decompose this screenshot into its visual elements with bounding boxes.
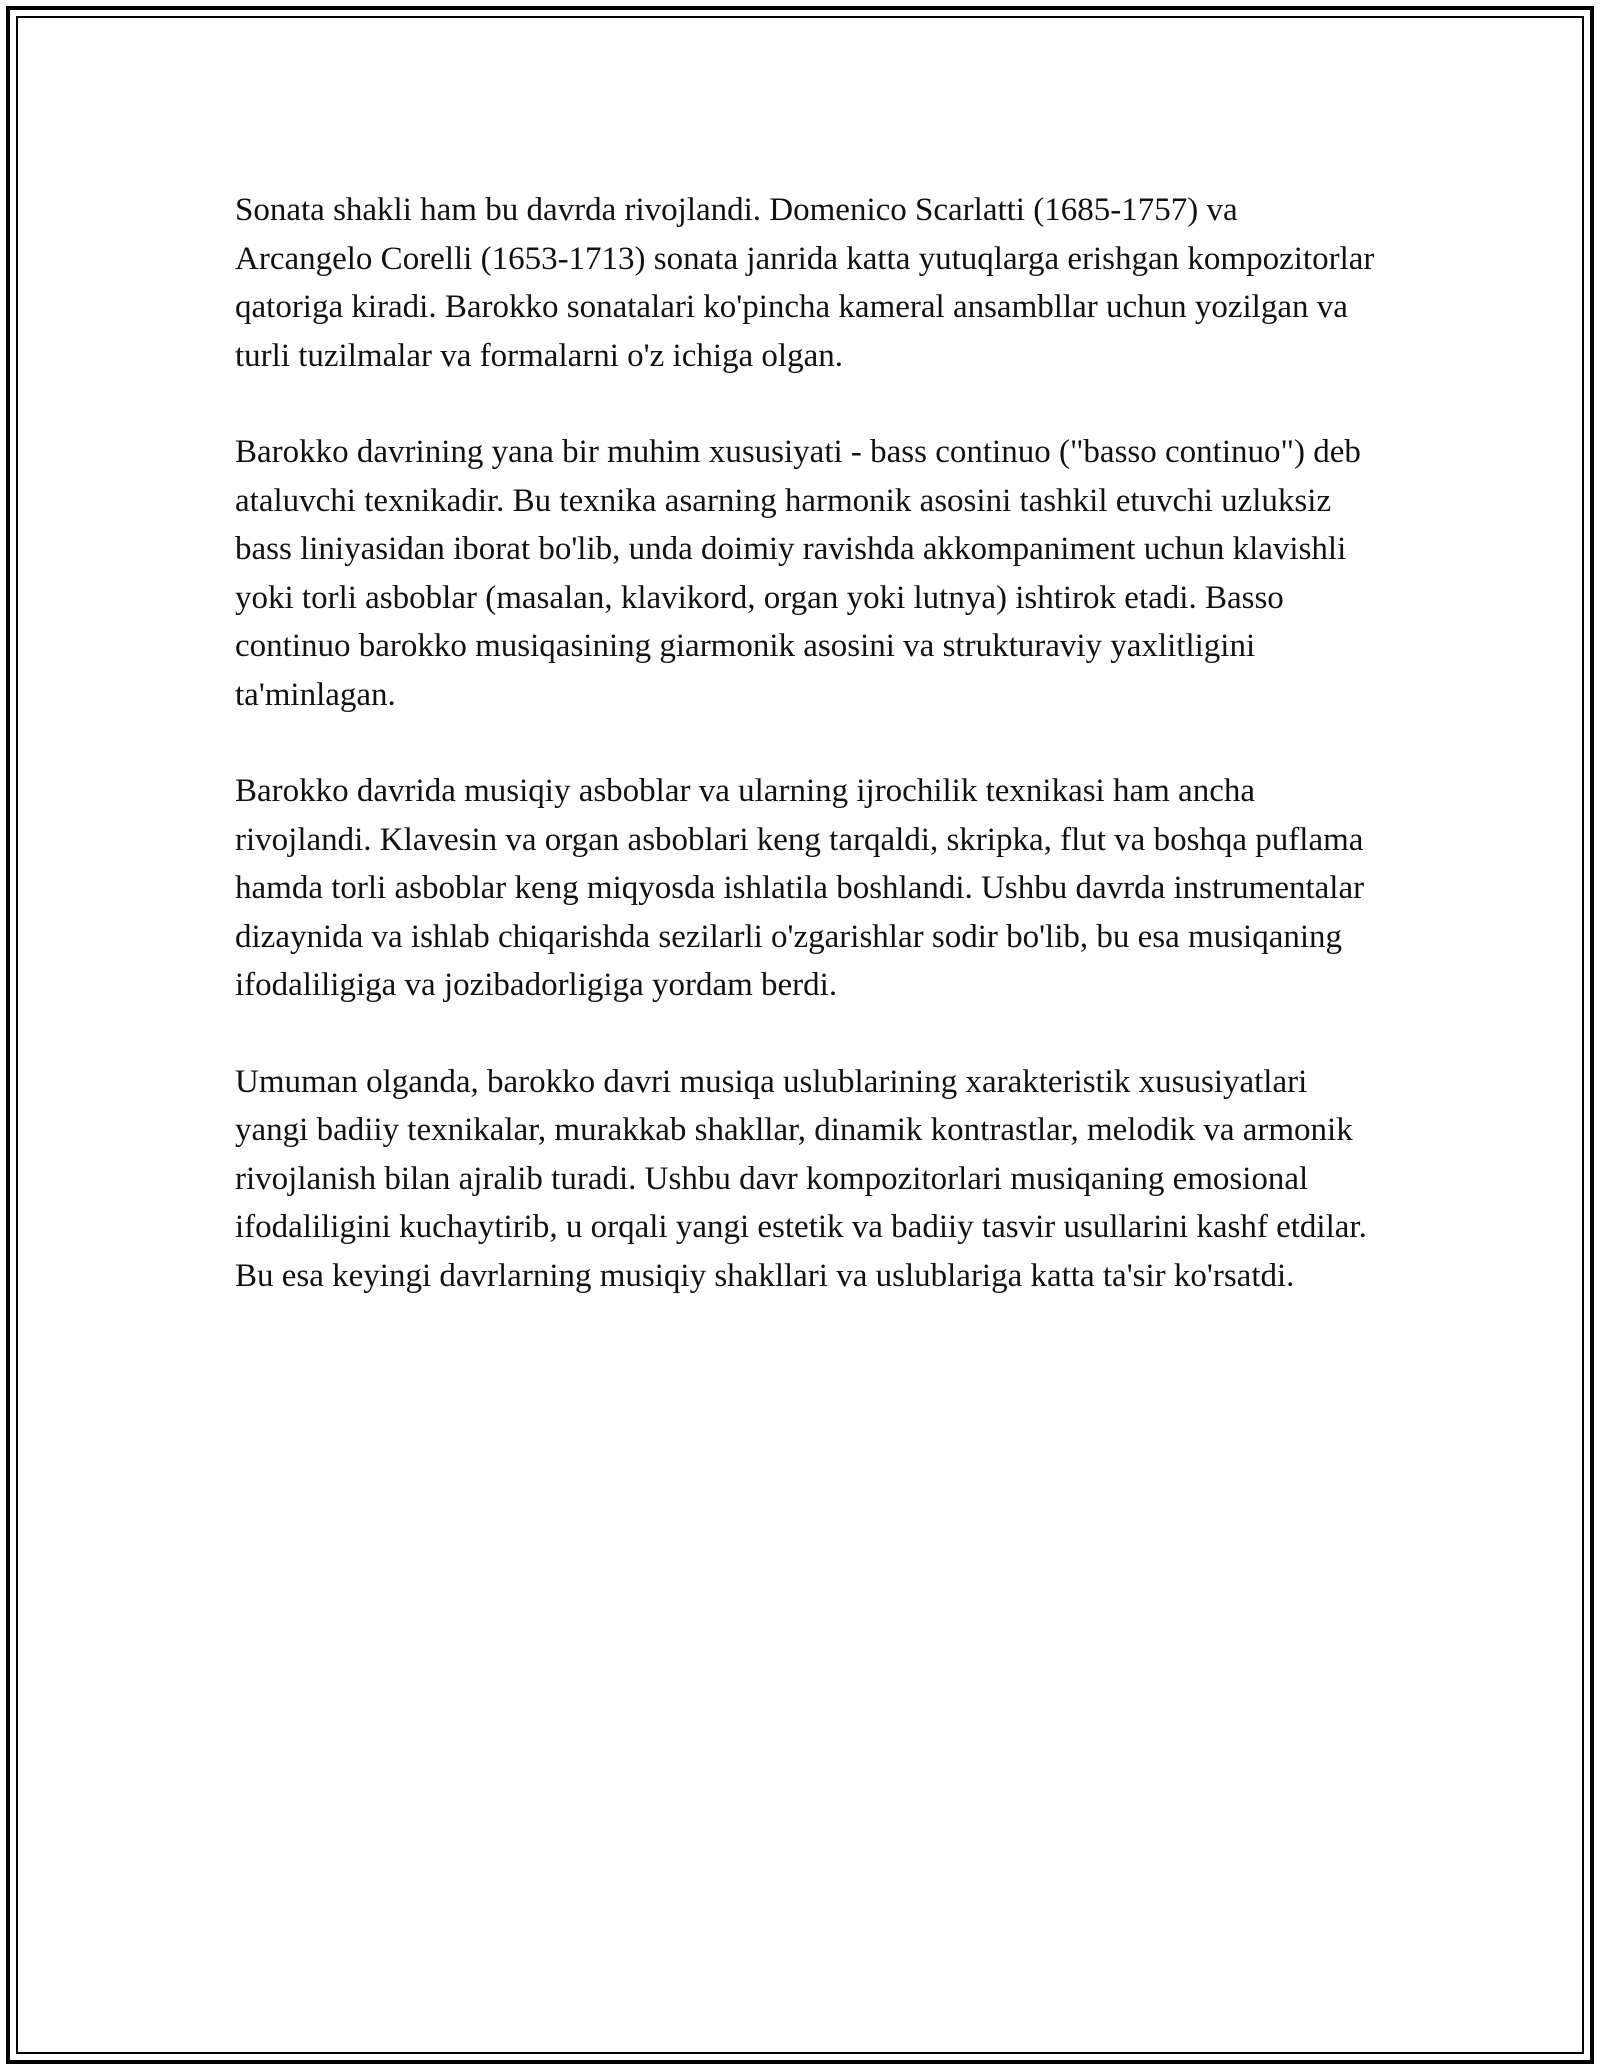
paragraph-conclusion: Umuman olganda, barokko davri musiqa uslublarining xarakteristik xususiyatlari yangi badiiy texnikalar, murakkab shakllar, dinamik kontrastlar, melodik va armonik rivojlanish bilan ajralib turadi. Ushbu davr kompozitorlari musiqaning emosional ifodaliligini kuchaytirib, u orqali yangi estetik va badiiy tasvir usullarini kashf etdilar. Bu esa keyingi davrlarning musiqiy shakllari va uslublariga katta ta'sir ko'rsatdi. [235, 1063, 1367, 1294]
document-body [235, 186, 1375, 1300]
paragraph-basso-continuo: Barokko davrining yana bir muhim xususiyati - bass continuo ("basso continuo") deb ataluvchi texnikadir. Bu texnika asarning harmonik asosini tashkil etuvchi uzluksiz bass liniyasidan iborat bo'lib, unda doimiy ravishda akkompaniment uchun klavishli yoki torli asboblar (masalan, klavikord, organ yoki lutnya) ishtirok etadi. Basso continuo barokko musiqasining giarmonik asosini va strukturaviy yaxlitligini ta'minlagan. [235, 434, 1361, 713]
paragraph-instruments: Barokko davrida musiqiy asboblar va ularning ijrochilik texnikasi ham ancha rivojlandi. Klavesin va organ asboblari keng tarqaldi, skripka, flut va boshqa puflama hamda torli asboblar keng miqyosda ishlatila boshlandi. Ushbu davrda instrumentalar dizaynida va ishlab chiqarishda sezilarli o'zgarishlar sodir bo'lib, bu esa musiqaning ifodaliligiga va jozibadorligiga yordam berdi. [235, 773, 1365, 1003]
paragraph-sonata: Sonata shakli ham bu davrda rivojlandi. Domenico Scarlatti (1685-1757) va Arcangelo Corelli (1653-1713) sonata janrida katta yutuqlarga erishgan kompozitorlar qatoriga kiradi. Barokko sonatalari ko'pincha kameral ansambllar uchun yozilgan va turli tuzilmalar va formalarni o'z ichiga olgan. [235, 192, 1375, 374]
